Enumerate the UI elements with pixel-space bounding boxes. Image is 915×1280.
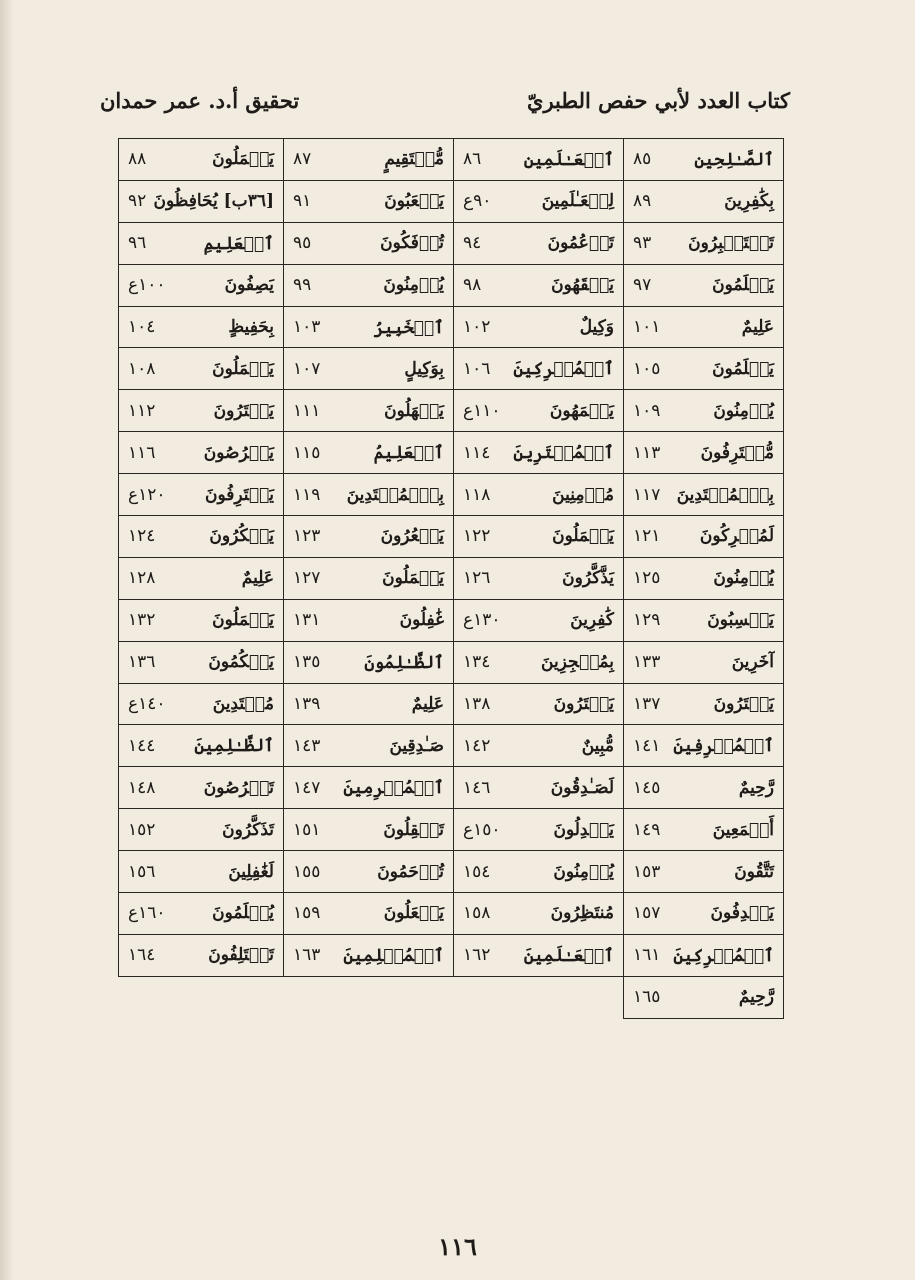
table-cell: [454, 306, 624, 348]
table-row: [119, 976, 784, 1018]
empty-cell: [119, 976, 284, 1018]
table-row: [119, 348, 784, 390]
table-row: [119, 474, 784, 516]
verse-word: [٣٦ب] يُحَافِظُونَ: [153, 191, 274, 212]
table-cell: [454, 683, 624, 725]
table-cell: [624, 893, 784, 935]
verse-word: يَعۡمَهُونَ: [549, 400, 614, 421]
table-cell: [119, 348, 284, 390]
verse-number: ١٠٥: [633, 358, 661, 379]
verse-word: ٱلۡمُجۡرِمِينَ: [343, 778, 444, 799]
table-cell: [624, 516, 784, 558]
table-cell: [119, 180, 284, 222]
verse-word: يَكۡسِبُونَ: [707, 610, 774, 631]
verse-number: ١٤٢: [463, 735, 491, 756]
verse-word: عَلِيمٌ: [411, 694, 444, 715]
verse-number: ١٣٨: [463, 694, 491, 715]
verse-number: ١٤٣: [293, 735, 321, 756]
table-cell: [119, 390, 284, 432]
table-cell: [284, 306, 454, 348]
verse-number: ١٦١: [633, 945, 661, 966]
verse-word: تَسۡتَكۡبِرُونَ: [688, 233, 774, 254]
verse-number: ١٠٢: [463, 317, 491, 337]
table-cell: [119, 851, 284, 893]
table-cell: [624, 851, 784, 893]
verse-number: ٨٧: [293, 149, 312, 170]
verse-word: تَتَّقُونَ: [734, 861, 774, 882]
table-cell: [119, 139, 284, 181]
verse-word: ٱلۡمُسۡرِفِينَ: [673, 736, 774, 757]
table-row: [119, 516, 784, 558]
verse-number: ١٤١: [633, 735, 661, 756]
verse-number: ٩٦: [128, 233, 147, 254]
table-cell: [454, 516, 624, 558]
verse-word: ٱلۡمُسۡلِمِينَ: [343, 945, 444, 966]
table-cell: [624, 599, 784, 641]
table-cell: [454, 641, 624, 683]
verse-number: ١٦٠ع: [128, 903, 166, 924]
verse-word: رَّحِيمٌ: [738, 777, 774, 798]
verse-word: وَكِيلٌ: [579, 317, 614, 337]
verse-word: عَلِيمٌ: [741, 317, 774, 337]
table-cell: [624, 264, 784, 306]
verse-word: ٱلۡمُشۡرِكِينَ: [673, 945, 774, 966]
table-cell: [119, 222, 284, 264]
verse-word: غَٰفِلُونَ: [399, 610, 444, 631]
table-row: [119, 809, 784, 851]
table-cell: [284, 641, 454, 683]
verse-word: يَفۡعَلُونَ: [383, 903, 444, 924]
table-cell: [284, 893, 454, 935]
verse-number: ١٤٠ع: [128, 694, 166, 715]
verse-number: ١٥٦: [128, 861, 156, 882]
verse-word: بِٱلۡمُهۡتَدِينَ: [676, 484, 774, 505]
verse-word: ٱلۡعَلِيمُ: [373, 443, 444, 464]
table-cell: [624, 139, 784, 181]
empty-cell: [454, 976, 624, 1018]
verse-word: يَخۡرُصُونَ: [203, 442, 274, 463]
verse-number: ٩٠ع: [463, 191, 492, 212]
table-cell: [624, 725, 784, 767]
verse-number: ٩٤: [463, 233, 482, 254]
verse-word: عَلِيمٌ: [241, 568, 274, 589]
verse-word: مُهۡتَدِينَ: [212, 694, 274, 715]
verse-number: ١٠٤: [128, 317, 156, 337]
verse-word: بِكَٰفِرِينَ: [724, 191, 774, 212]
verse-word: ٱلۡمُشۡرِكِينَ: [513, 359, 614, 380]
table-cell: [624, 809, 784, 851]
verse-number: ١١٩: [293, 484, 321, 505]
table-cell: [454, 893, 624, 935]
verse-number: ٨٩: [633, 191, 652, 212]
table-row: [119, 725, 784, 767]
empty-cell: [284, 976, 454, 1018]
table-cell: [284, 599, 454, 641]
verse-number: ١٢٢: [463, 526, 491, 547]
verse-number: ٩٨: [463, 275, 482, 296]
table-cell: [454, 139, 624, 181]
verse-word: مُّسۡتَقِيمٍ: [384, 149, 444, 170]
verse-word: يَحۡكُمُونَ: [208, 652, 274, 673]
table-cell: [454, 180, 624, 222]
table-cell: [284, 809, 454, 851]
verse-number: ١٥٤: [463, 861, 491, 882]
verse-number: ١٣٧: [633, 694, 661, 715]
verse-number: ١٤٦: [463, 777, 491, 798]
verse-word: تُرۡحَمُونَ: [377, 861, 444, 882]
table-cell: [454, 222, 624, 264]
verse-word: يَعۡمَلُونَ: [212, 610, 274, 631]
verse-word: مُّبِينٌ: [581, 735, 614, 756]
verse-number: ٨٦: [463, 149, 482, 170]
table-row: [119, 139, 784, 181]
table-cell: [284, 474, 454, 516]
table-row: [119, 934, 784, 976]
table-cell: [119, 641, 284, 683]
table-cell: [454, 809, 624, 851]
verse-word: يَذَّكَّرُونَ: [562, 568, 614, 589]
table-cell: [119, 893, 284, 935]
verse-number: ١٥٧: [633, 903, 661, 924]
table-cell: [624, 432, 784, 474]
table-cell: [624, 306, 784, 348]
verse-word: ٱلۡعَـٰلَمِينَ: [523, 945, 614, 966]
verse-word: تَخۡتَلِفُونَ: [208, 945, 274, 966]
verse-word: يَعۡمَلُونَ: [212, 358, 274, 379]
table-cell: [454, 348, 624, 390]
table-cell: [624, 390, 784, 432]
verse-word: ٱلظَّـٰلِمُونَ: [364, 652, 444, 673]
table-row: [119, 390, 784, 432]
verse-word: ٱلۡمُمۡتَرِينَ: [513, 443, 614, 464]
table-cell: [454, 725, 624, 767]
verse-word: مُّقۡتَرِفُونَ: [700, 442, 774, 463]
table-cell: [119, 725, 284, 767]
verse-number: ١١٢: [128, 400, 156, 421]
verse-number: ١٣٥: [293, 652, 321, 673]
verse-word: ٱلۡعَلِيمِ: [203, 233, 274, 254]
table-cell: [454, 851, 624, 893]
verse-number: ١٥٥: [293, 861, 321, 882]
verse-number: ١٠٠ع: [128, 275, 166, 296]
table-row: [119, 599, 784, 641]
verse-number: ١١٥: [293, 442, 321, 463]
verse-number: ١٠٧: [293, 358, 321, 379]
verse-word: يَفۡقَهُونَ: [551, 275, 614, 296]
table-cell: [119, 809, 284, 851]
verse-word: تَعۡقِلُونَ: [383, 819, 444, 840]
table-row: [119, 557, 784, 599]
verse-word: يَشۡعُرُونَ: [380, 526, 444, 547]
table-row: [119, 851, 784, 893]
verse-word: كَٰفِرِينَ: [570, 610, 614, 631]
verse-number: ١٣٠ع: [463, 610, 501, 631]
verse-number: ١١٧: [633, 484, 661, 505]
table-cell: [119, 683, 284, 725]
table-cell: [284, 390, 454, 432]
verse-number: ٨٨: [128, 149, 147, 170]
table-row: [119, 767, 784, 809]
table-row: [119, 180, 784, 222]
table-cell: [624, 976, 784, 1018]
verse-word: ٱلصَّـٰلِحِين: [694, 149, 774, 170]
verse-number: ١٢٠ع: [128, 484, 166, 505]
verse-word: يَفۡتَرُونَ: [213, 400, 274, 421]
verse-number: ١٢٥: [633, 568, 661, 589]
verse-word: يَعۡمَلُونَ: [212, 149, 274, 170]
verse-word: يَلۡعَبُونَ: [384, 191, 444, 212]
verse-number: ١٥٠ع: [463, 819, 501, 840]
verse-number: ١٦٢: [463, 945, 491, 966]
verse-number: ١٢١: [633, 526, 661, 547]
table-cell: [119, 767, 284, 809]
verse-number: ١٤٧: [293, 777, 321, 798]
verse-word: يَعۡمَلُونَ: [552, 526, 614, 547]
verse-word: يَعۡلَمُونَ: [712, 358, 774, 379]
verse-number: ١١٠ع: [463, 400, 501, 421]
verse-word: تَخۡرُصُونَ: [203, 777, 274, 798]
table-cell: [454, 390, 624, 432]
table-cell: [119, 432, 284, 474]
verse-number: ٩٣: [633, 233, 652, 254]
table-cell: [119, 474, 284, 516]
verse-word: يَصۡدِفُونَ: [710, 903, 774, 924]
verse-word: رَّحِيمٌ: [738, 987, 774, 1008]
verse-word: يَمۡكُرُونَ: [209, 526, 274, 547]
verse-number: ١١٣: [633, 442, 661, 463]
verse-word: تَزۡعُمُونَ: [547, 233, 614, 254]
verse-number: ١٤٨: [128, 777, 156, 798]
verse-number: ١١٨: [463, 484, 491, 505]
table-cell: [284, 432, 454, 474]
verse-number: ١٢٧: [293, 568, 321, 589]
verse-word: يَصِفُونَ: [224, 275, 274, 296]
verse-number: ١٣٩: [293, 694, 321, 715]
verse-word: يُظۡلَمُونَ: [212, 903, 274, 924]
verse-number: ١٤٩: [633, 819, 661, 840]
verse-number: ١١٦: [128, 442, 156, 463]
table-cell: [454, 599, 624, 641]
table-cell: [119, 934, 284, 976]
table-cell: [119, 557, 284, 599]
verse-number: ١٥١: [293, 819, 321, 840]
verse-word: تُؤۡفَكُونَ: [380, 233, 444, 254]
verse-endings-table: [118, 138, 784, 1019]
verse-number: ١٢٣: [293, 526, 321, 547]
table-row: [119, 222, 784, 264]
table-cell: [284, 139, 454, 181]
table-cell: [454, 432, 624, 474]
verse-number: ١٥٢: [128, 819, 156, 840]
table-cell: [624, 557, 784, 599]
table-row: [119, 306, 784, 348]
verse-number: ١٥٣: [633, 861, 661, 882]
table-cell: [284, 683, 454, 725]
verse-word: يُؤۡمِنُونَ: [713, 400, 774, 421]
table-cell: [454, 767, 624, 809]
table-cell: [284, 222, 454, 264]
table-cell: [284, 264, 454, 306]
table-cell: [119, 516, 284, 558]
table-cell: [624, 683, 784, 725]
verse-word: يَعۡدِلُونَ: [553, 819, 614, 840]
verse-word: يُؤۡمِنُونَ: [553, 861, 614, 882]
verse-number: ١٢٤: [128, 526, 156, 547]
table-cell: [454, 264, 624, 306]
verse-word: مُؤۡمِنِينَ: [552, 484, 614, 505]
verse-word: مُنتَظِرُونَ: [550, 903, 614, 924]
table-cell: [624, 474, 784, 516]
verse-number: ١٢٦: [463, 568, 491, 589]
verse-number: ١٦٤: [128, 945, 156, 966]
verse-word: لَصَـٰدِقُونَ: [550, 777, 614, 798]
verse-word: لَمُشۡرِكُونَ: [699, 526, 774, 547]
table-row: [119, 893, 784, 935]
verse-number: ١٥٩: [293, 903, 321, 924]
table-row: [119, 683, 784, 725]
verse-word: بِٱلۡمُعۡتَدِينَ: [346, 484, 444, 505]
table-cell: [284, 180, 454, 222]
verse-word: يَقۡتَرِفُونَ: [204, 484, 274, 505]
table-cell: [454, 934, 624, 976]
table-cell: [284, 348, 454, 390]
verse-number: ١٤٥: [633, 777, 661, 798]
table-cell: [454, 557, 624, 599]
verse-number: ١٣١: [293, 610, 321, 631]
verse-word: يَجۡهَلُونَ: [384, 400, 444, 421]
verse-number: ١٠٩: [633, 400, 661, 421]
verse-word: بِمُعۡجِزِينَ: [541, 652, 614, 673]
verse-number: ١١٤: [463, 442, 491, 463]
verse-number: ١٠٣: [293, 317, 321, 337]
table-cell: [454, 474, 624, 516]
verse-word: أَجۡمَعِينَ: [712, 819, 774, 840]
verse-word: يَعۡمَلُونَ: [382, 568, 444, 589]
table-cell: [284, 934, 454, 976]
book-title: كتاب العدد لأبي حفص الطبريّ: [527, 87, 790, 113]
table-cell: [284, 767, 454, 809]
verse-word: لِلۡعَـٰلَمِينَ: [541, 191, 614, 212]
table-cell: [624, 222, 784, 264]
verse-number: ٩٩: [293, 275, 312, 296]
verse-number: ١٠٦: [463, 358, 491, 379]
verse-number: ١٢٨: [128, 568, 156, 589]
table-cell: [284, 557, 454, 599]
verse-number: ١٢٩: [633, 610, 661, 631]
verse-number: ١٤٤: [128, 735, 156, 756]
verse-number: ١٠١: [633, 317, 661, 337]
verse-number: ١٣٤: [463, 652, 491, 673]
verse-word: يُؤۡمِنُونَ: [713, 568, 774, 589]
editor-credit: تحقيق أ.د. عمر حمدان: [100, 87, 300, 113]
verse-number: ١٣٣: [633, 652, 661, 673]
verse-word: صَـٰدِقِينَ: [389, 735, 444, 756]
page-header: [100, 80, 790, 120]
verse-word: آخَرِينَ: [731, 652, 774, 673]
verse-number: ٩٧: [633, 275, 652, 296]
table-cell: [119, 599, 284, 641]
page-number: ١١٦: [438, 1232, 477, 1261]
verse-number: ١٦٥: [633, 987, 661, 1008]
table-row: [119, 641, 784, 683]
verse-number: ١٣٢: [128, 610, 156, 631]
table-row: [119, 264, 784, 306]
verse-word: ٱلظَّـٰلِمِينَ: [194, 736, 274, 757]
verse-number: ١٥٨: [463, 903, 491, 924]
verse-number: ١١١: [293, 400, 321, 421]
verse-word: بِحَفِيظٍ: [228, 317, 274, 337]
verse-number: ٩١: [293, 191, 312, 212]
table-row: [119, 432, 784, 474]
table-cell: [624, 767, 784, 809]
verse-number: ٩٢: [128, 191, 147, 212]
verse-word: يُؤۡمِنُونَ: [383, 275, 444, 296]
table-cell: [624, 348, 784, 390]
table-cell: [624, 934, 784, 976]
verse-word: لَغَٰفِلِينَ: [228, 861, 274, 882]
verse-word: يَعۡلَمُونَ: [712, 275, 774, 296]
verse-number: ١٦٣: [293, 945, 321, 966]
table-cell: [119, 306, 284, 348]
verse-number: ١٣٦: [128, 652, 156, 673]
verse-word: بِوَكِيلٍ: [404, 358, 444, 379]
verse-number: ٩٥: [293, 233, 312, 254]
verse-number: ٨٥: [633, 149, 652, 170]
table-cell: [624, 641, 784, 683]
table-cell: [284, 725, 454, 767]
table-cell: [624, 180, 784, 222]
verse-number: ١٠٨: [128, 358, 156, 379]
table-cell: [284, 516, 454, 558]
verse-word: ٱلۡخَبِيرُ: [373, 317, 444, 338]
verse-word: تَذَكَّرُونَ: [222, 819, 274, 840]
verse-word: يَفۡتَرُونَ: [553, 694, 614, 715]
table-cell: [119, 264, 284, 306]
verse-word: يَفۡتَرُونَ: [713, 694, 774, 715]
verse-word: ٱلۡعَـٰلَمِين: [523, 149, 614, 170]
table-cell: [284, 851, 454, 893]
